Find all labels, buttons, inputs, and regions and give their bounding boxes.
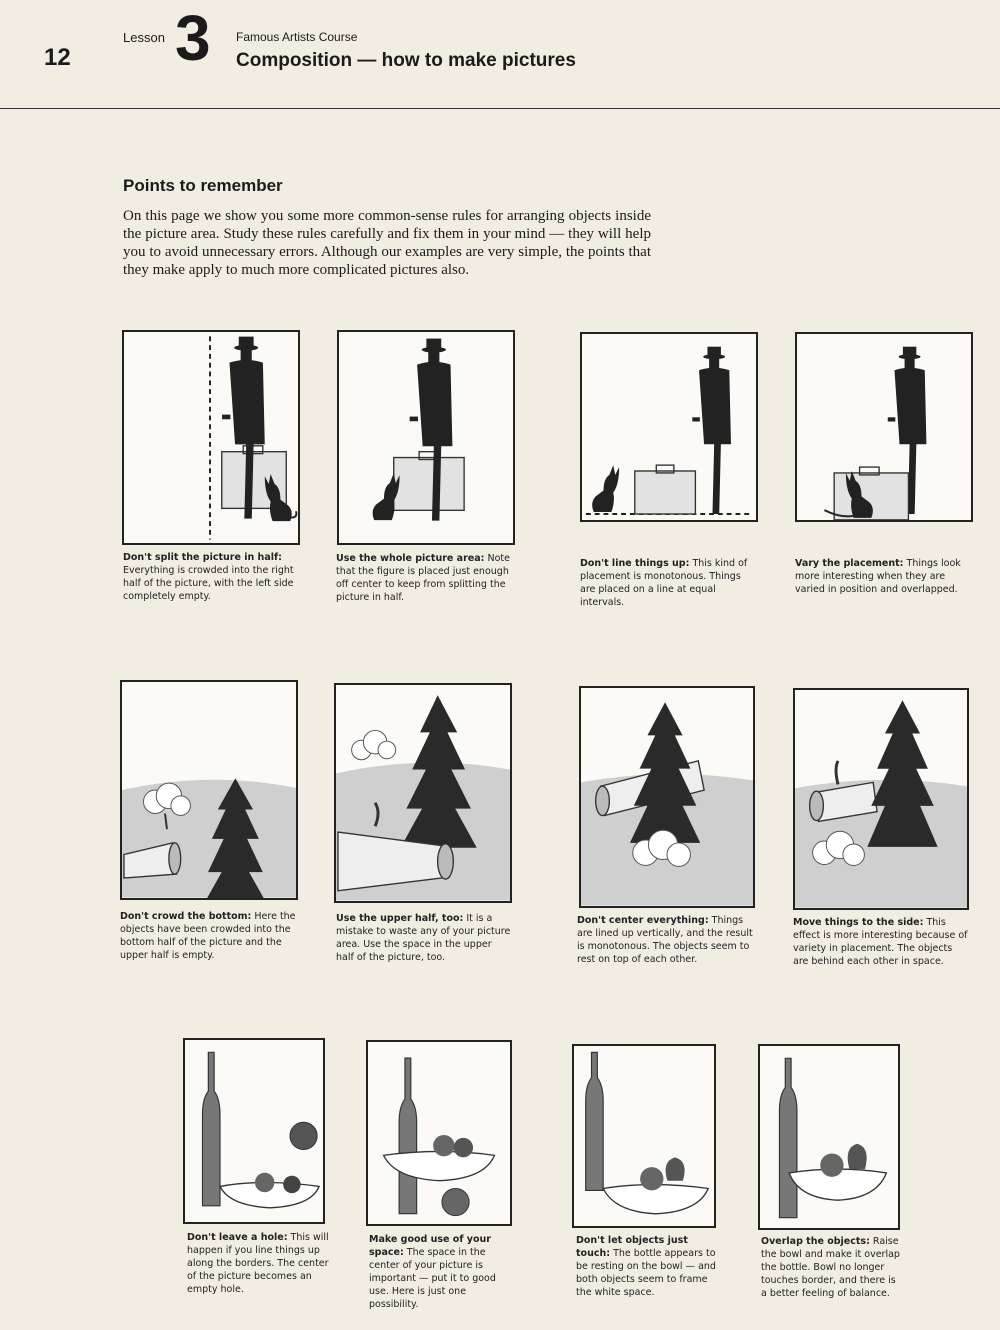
header-divider — [0, 108, 1000, 109]
caption-8: Move things to the side: This effect is more interesting because of variety in placement. The objects are behind each other in space. — [793, 917, 968, 967]
illustration-whole-area — [337, 330, 515, 545]
illustration-move-side — [793, 688, 969, 910]
illustration-crowd-bottom — [120, 680, 298, 900]
illustration-split-half — [122, 330, 300, 545]
caption-10: Make good use of your space: The space in the center of your picture is important — put it to good use. Here is just one possibility. — [369, 1234, 496, 1310]
section-intro: On this page we show you some more common-sense rules for arranging objects inside the picture area. Study these rules carefully and fix them in your mind — they will help you to avoid unnecessary errors. Although our examples are very simple, the points that they make apply to much more complicated pictures also. — [123, 208, 651, 278]
caption-4: Vary the placement: Things look more interesting when they are varied in position and overlapped. — [795, 558, 961, 595]
caption-7: Don't center everything: Things are lined up vertically, and the result is monotonous. The objects seem to rest on top of each other. — [577, 915, 753, 965]
illustration-good-space — [366, 1040, 512, 1226]
illustration-just-touch — [572, 1044, 716, 1228]
caption-12: Overlap the objects: Raise the bowl and make it overlap the bottle. Bowl no longer touches border, and there is a better feeling of balance. — [761, 1236, 900, 1299]
illustration-line-up — [580, 332, 758, 522]
caption-2: Use the whole picture area: Note that the figure is placed just enough off center to keep from splitting the picture in half. — [336, 553, 510, 603]
course-name: Famous Artists Course — [236, 30, 358, 44]
illustration-leave-hole — [183, 1038, 325, 1224]
page-number: 12 — [44, 44, 71, 71]
illustration-center-everything — [579, 686, 755, 908]
caption-6: Use the upper half, too: It is a mistake to waste any of your picture area. Use the space in the upper half of the picture, too. — [336, 913, 511, 963]
caption-5: Don't crowd the bottom: Here the objects have been crowded into the bottom half of the picture and the upper half is empty. — [120, 911, 296, 961]
caption-9: Don't leave a hole: This will happen if you line things up along the borders. The center of the picture becomes an empty hole. — [187, 1232, 329, 1295]
lesson-number: 3 — [175, 2, 211, 74]
lesson-label: Lesson — [123, 30, 165, 45]
caption-1: Don't split the picture in half: Everything is crowded into the right half of the picture, with the left side completely empty. — [123, 552, 294, 602]
illustration-overlap — [758, 1044, 900, 1230]
illustration-vary-placement — [795, 332, 973, 522]
section-title: Points to remember — [123, 176, 283, 195]
caption-11: Don't let objects just touch: The bottle appears to be resting on the bowl — and both objects seem to frame the white space. — [576, 1235, 716, 1298]
illustration-upper-half — [334, 683, 512, 903]
caption-3: Don't line things up: This kind of placement is monotonous. Things are placed on a line at equal intervals. — [580, 558, 748, 608]
chapter-title: Composition — how to make pictures — [236, 50, 576, 71]
